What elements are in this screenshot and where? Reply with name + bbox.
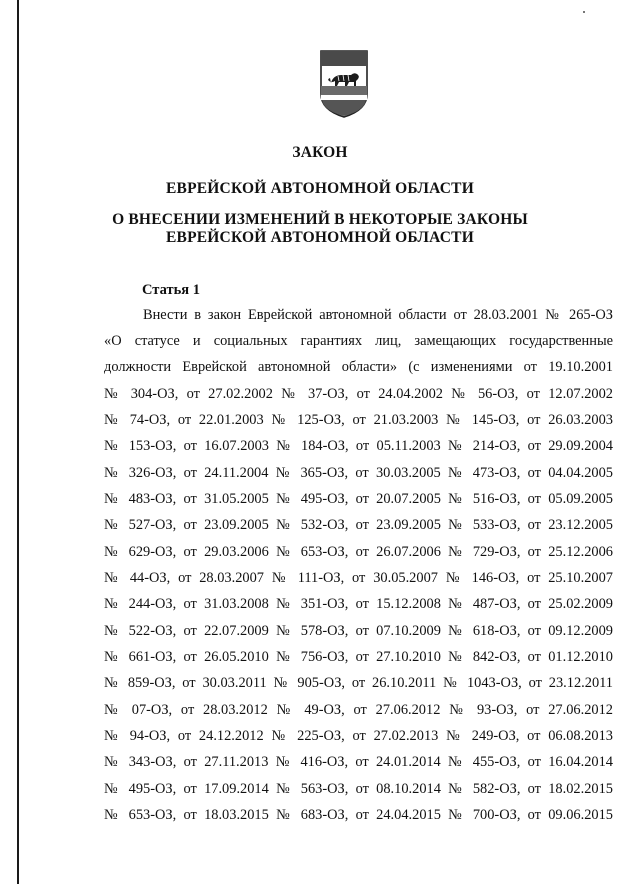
body-line: № 859-ОЗ, от 30.03.2011 № 905-ОЗ, от 26.10.2011 № 1043-ОЗ, от 23.12.2011 <box>104 675 613 691</box>
body-line: № 94-ОЗ, от 24.12.2012 № 225-ОЗ, от 27.02.2013 № 249-ОЗ, от 06.08.2013 <box>104 728 613 744</box>
body-line: № 304-ОЗ, от 27.02.2002 № 37-ОЗ, от 24.04.2002 № 56-ОЗ, от 12.07.2002 <box>104 386 613 402</box>
body-line: Внести в закон Еврейской автономной области от 28.03.2001 № 265-ОЗ <box>143 307 613 323</box>
body-line: № 244-ОЗ, от 31.03.2008 № 351-ОЗ, от 15.12.2008 № 487-ОЗ, от 25.02.2009 <box>104 596 613 612</box>
body-line: № 483-ОЗ, от 31.05.2005 № 495-ОЗ, от 20.07.2005 № 516-ОЗ, от 05.09.2005 <box>104 491 613 507</box>
body-line: № 74-ОЗ, от 22.01.2003 № 125-ОЗ, от 21.03.2003 № 145-ОЗ, от 26.03.2003 <box>104 412 613 428</box>
coat-of-arms-icon <box>318 48 370 120</box>
body-line: № 522-ОЗ, от 22.07.2009 № 578-ОЗ, от 07.10.2009 № 618-ОЗ, от 09.12.2009 <box>104 623 613 639</box>
body-line: № 495-ОЗ, от 17.09.2014 № 563-ОЗ, от 08.10.2014 № 582-ОЗ, от 18.02.2015 <box>104 781 613 797</box>
region-subtitle: ЕВРЕЙСКОЙ АВТОНОМНОЙ ОБЛАСТИ <box>166 180 474 197</box>
body-line: № 653-ОЗ, от 18.03.2015 № 683-ОЗ, от 24.04.2015 № 700-ОЗ, от 09.06.2015 <box>104 807 613 823</box>
law-title: ЗАКОН <box>292 144 348 161</box>
body-line: № 44-ОЗ, от 28.03.2007 № 111-ОЗ, от 30.05.2007 № 146-ОЗ, от 25.10.2007 <box>104 570 613 586</box>
body-line: № 527-ОЗ, от 23.09.2005 № 532-ОЗ, от 23.09.2005 № 533-ОЗ, от 23.12.2005 <box>104 517 613 533</box>
law-heading-line-2: ЕВРЕЙСКОЙ АВТОНОМНОЙ ОБЛАСТИ <box>166 229 474 246</box>
law-heading-line-1: О ВНЕСЕНИИ ИЗМЕНЕНИЙ В НЕКОТОРЫЕ ЗАКОНЫ <box>112 211 528 228</box>
scan-speck <box>583 11 585 13</box>
body-line: № 343-ОЗ, от 27.11.2013 № 416-ОЗ, от 24.01.2014 № 455-ОЗ, от 16.04.2014 <box>104 754 613 770</box>
article-label: Статья 1 <box>142 282 200 298</box>
body-line: должности Еврейской автономной области» (с изменениями от 19.10.2001 <box>104 359 613 375</box>
body-line: № 629-ОЗ, от 29.03.2006 № 653-ОЗ, от 26.07.2006 № 729-ОЗ, от 25.12.2006 <box>104 544 613 560</box>
body-line: № 153-ОЗ, от 16.07.2003 № 184-ОЗ, от 05.11.2003 № 214-ОЗ, от 29.09.2004 <box>104 438 613 454</box>
scan-left-border <box>17 0 19 884</box>
body-line: № 07-ОЗ, от 28.03.2012 № 49-ОЗ, от 27.06.2012 № 93-ОЗ, от 27.06.2012 <box>104 702 613 718</box>
body-line: № 326-ОЗ, от 24.11.2004 № 365-ОЗ, от 30.03.2005 № 473-ОЗ, от 04.04.2005 <box>104 465 613 481</box>
body-line: «О статусе и социальных гарантиях лиц, замещающих государственные <box>104 333 613 349</box>
body-line: № 661-ОЗ, от 26.05.2010 № 756-ОЗ, от 27.10.2010 № 842-ОЗ, от 01.12.2010 <box>104 649 613 665</box>
